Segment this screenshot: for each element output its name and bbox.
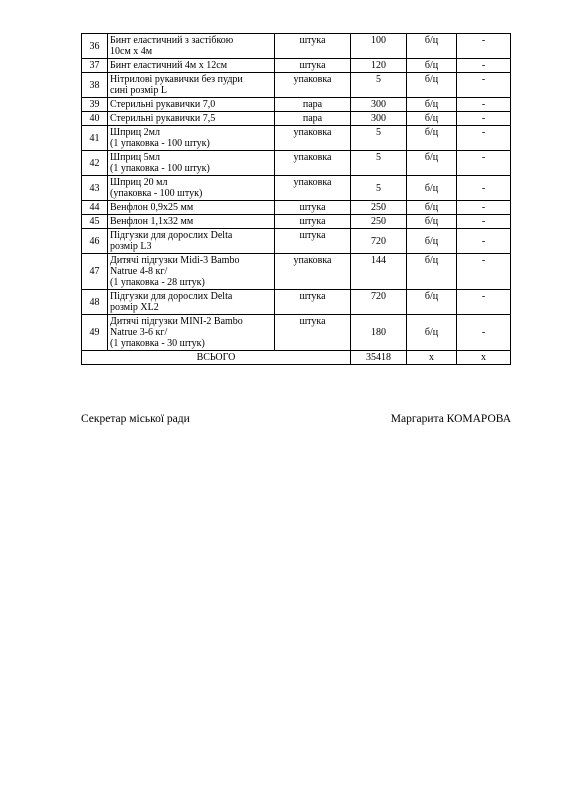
row-number: 39 xyxy=(82,98,108,112)
item-note: - xyxy=(457,98,511,112)
item-unit: штука xyxy=(275,34,351,59)
item-quantity: 144 xyxy=(351,254,407,290)
item-name-line: Стерильні рукавички 7,0 xyxy=(110,99,216,110)
item-source: б/ц xyxy=(407,290,457,315)
item-source: б/ц xyxy=(407,151,457,176)
item-name xyxy=(108,151,275,176)
item-name xyxy=(108,315,275,351)
signer-name: Маргарита КОМАРОВА xyxy=(390,413,511,425)
item-quantity: 300 xyxy=(351,112,407,126)
item-name-line: (1 упаковка - 28 штук) xyxy=(110,277,205,288)
item-name xyxy=(108,201,275,215)
table-row xyxy=(82,59,511,73)
row-number: 41 xyxy=(82,126,108,151)
item-note: - xyxy=(457,215,511,229)
item-quantity: 180 xyxy=(351,315,407,351)
total-note: х xyxy=(457,351,511,365)
table-row xyxy=(82,112,511,126)
item-source: б/ц xyxy=(407,112,457,126)
item-quantity: 250 xyxy=(351,201,407,215)
item-note: - xyxy=(457,315,511,351)
table-row xyxy=(82,201,511,215)
row-number: 45 xyxy=(82,215,108,229)
item-name-line: Венфлон 1,1х32 мм xyxy=(110,216,194,227)
item-unit: штука xyxy=(275,215,351,229)
table-row xyxy=(82,73,511,98)
row-number: 36 xyxy=(82,34,108,59)
item-note: - xyxy=(457,34,511,59)
item-quantity: 720 xyxy=(351,229,407,254)
item-quantity: 120 xyxy=(351,59,407,73)
item-name xyxy=(108,73,275,98)
row-number: 38 xyxy=(82,73,108,98)
table-row xyxy=(82,254,511,290)
item-quantity: 5 xyxy=(351,176,407,201)
item-name xyxy=(108,34,275,59)
item-name-line: Підгузки для дорослих Delta xyxy=(110,230,233,241)
item-quantity: 5 xyxy=(351,151,407,176)
item-unit: упаковка xyxy=(275,126,351,151)
item-unit: упаковка xyxy=(275,73,351,98)
item-name xyxy=(108,215,275,229)
item-name-line: Natrue 4-8 кг/ xyxy=(110,266,168,277)
item-source: б/ц xyxy=(407,254,457,290)
item-name xyxy=(108,126,275,151)
item-name xyxy=(108,229,275,254)
item-unit: упаковка xyxy=(275,254,351,290)
item-source: б/ц xyxy=(407,34,457,59)
item-quantity: 5 xyxy=(351,73,407,98)
item-name-line: сині розмір L xyxy=(110,85,167,96)
item-name-line: Венфлон 0,9х25 мм xyxy=(110,202,194,213)
item-note: - xyxy=(457,254,511,290)
item-name-line: Бинт еластичний з застібкою xyxy=(110,35,234,46)
item-note: - xyxy=(457,126,511,151)
item-unit: упаковка xyxy=(275,151,351,176)
item-note: - xyxy=(457,73,511,98)
row-number: 48 xyxy=(82,290,108,315)
total-row xyxy=(82,351,511,365)
item-unit: штука xyxy=(275,201,351,215)
item-note: - xyxy=(457,201,511,215)
item-quantity: 5 xyxy=(351,126,407,151)
item-name-line: (упаковка - 100 штук) xyxy=(110,188,203,199)
item-source: б/ц xyxy=(407,201,457,215)
item-name xyxy=(108,290,275,315)
item-name-line: (1 упаковка - 30 штук) xyxy=(110,338,205,349)
signer-position: Секретар міської ради xyxy=(81,413,190,425)
item-note: - xyxy=(457,229,511,254)
item-note: - xyxy=(457,290,511,315)
row-number: 44 xyxy=(82,201,108,215)
table-row xyxy=(82,98,511,112)
table-row xyxy=(82,315,511,351)
item-quantity: 100 xyxy=(351,34,407,59)
item-name-line: (1 упаковка - 100 штук) xyxy=(110,138,210,149)
item-name-line: Дитячі підгузки Midi-3 Bambo xyxy=(110,255,240,266)
row-number: 47 xyxy=(82,254,108,290)
item-source: б/ц xyxy=(407,73,457,98)
item-name-line: Підгузки для дорослих Delta xyxy=(110,291,233,302)
table-row xyxy=(82,126,511,151)
row-number: 37 xyxy=(82,59,108,73)
item-unit: штука xyxy=(275,290,351,315)
item-name-line: Шприц 2мл xyxy=(110,127,160,138)
item-name-line: (1 упаковка - 100 штук) xyxy=(110,163,210,174)
table-row xyxy=(82,151,511,176)
items-table xyxy=(81,33,511,365)
item-note: - xyxy=(457,112,511,126)
item-unit: штука xyxy=(275,229,351,254)
item-note: - xyxy=(457,151,511,176)
item-unit: пара xyxy=(275,98,351,112)
item-name-line: Нітрилові рукавички без пудри xyxy=(110,74,243,85)
item-name xyxy=(108,112,275,126)
item-unit: штука xyxy=(275,315,351,351)
item-quantity: 720 xyxy=(351,290,407,315)
item-name-line: Бинт еластичний 4м х 12см xyxy=(110,60,228,71)
item-unit: штука xyxy=(275,59,351,73)
item-name-line: Шприц 20 мл xyxy=(110,177,168,188)
item-name-line: Дитячі підгузки MINI-2 Bambo xyxy=(110,316,243,327)
item-name xyxy=(108,254,275,290)
row-number: 49 xyxy=(82,315,108,351)
item-name-line: Natrue 3-6 кг/ xyxy=(110,327,168,338)
table-row xyxy=(82,176,511,201)
item-name xyxy=(108,176,275,201)
item-name-line: Шприц 5мл xyxy=(110,152,160,163)
item-source: б/ц xyxy=(407,229,457,254)
item-source: б/ц xyxy=(407,126,457,151)
row-number: 42 xyxy=(82,151,108,176)
item-name xyxy=(108,59,275,73)
total-qty: 35418 xyxy=(351,351,407,365)
item-note: - xyxy=(457,176,511,201)
item-name-line: розмір XL2 xyxy=(110,302,159,313)
table-row xyxy=(82,229,511,254)
item-unit: упаковка xyxy=(275,176,351,201)
item-source: б/ц xyxy=(407,315,457,351)
item-source: б/ц xyxy=(407,215,457,229)
total-label: ВСЬОГО xyxy=(82,351,351,365)
table-row xyxy=(82,290,511,315)
row-number: 40 xyxy=(82,112,108,126)
item-name xyxy=(108,98,275,112)
item-source: б/ц xyxy=(407,176,457,201)
item-source: б/ц xyxy=(407,59,457,73)
item-source: б/ц xyxy=(407,98,457,112)
item-name-line: розмір L3 xyxy=(110,241,152,252)
total-src: х xyxy=(407,351,457,365)
item-quantity: 300 xyxy=(351,98,407,112)
item-quantity: 250 xyxy=(351,215,407,229)
item-note: - xyxy=(457,59,511,73)
items-table-body xyxy=(82,34,511,351)
item-name-line: 10см х 4м xyxy=(110,46,153,57)
table-row xyxy=(82,215,511,229)
table-row xyxy=(82,34,511,59)
item-unit: пара xyxy=(275,112,351,126)
row-number: 46 xyxy=(82,229,108,254)
item-name-line: Стерильні рукавички 7,5 xyxy=(110,113,216,124)
row-number: 43 xyxy=(82,176,108,201)
